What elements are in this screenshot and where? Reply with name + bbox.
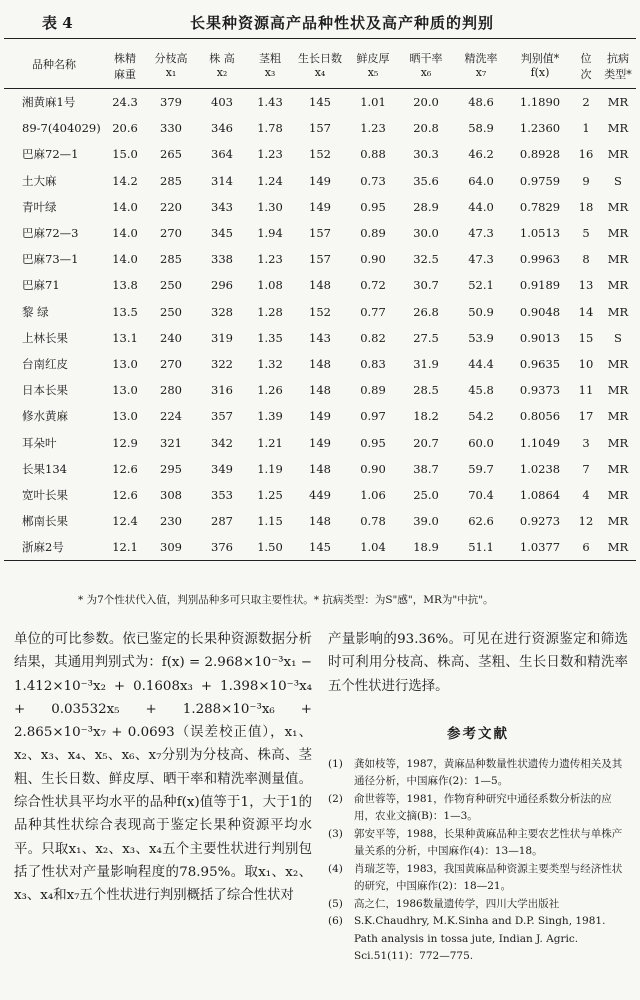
variety-name-cell: 长果134 [22,461,67,476]
table-cell: 157 [309,226,331,241]
table-cell: 1.78 [257,121,283,136]
table-cell: 0.89 [360,226,386,241]
table-cell: 54.2 [468,409,494,424]
table-cell: MR [607,383,629,398]
header-cell: 生长日数 [298,52,342,65]
table-row [4,377,636,403]
variety-name-cell: 浙麻2号 [4,534,104,561]
table-cell: 0.90 [360,461,386,476]
table-cell: MR [600,534,636,561]
table-cell: 60.0 [468,435,494,450]
table-cell: 148 [309,356,331,371]
table-cell: MR [607,95,629,110]
table-cell: 46.2 [468,147,494,162]
header-cell: x₆ [398,66,454,89]
table-cell: 13.0 [112,383,138,398]
body-paragraph: 产量影响的93.36%。可见在进行资源鉴定和筛选时可利用分枝高、株高、茎粗、生长日数和精洗率五个性状进行选择。 [328,632,628,694]
table-cell: 70.4 [468,487,494,502]
reference-item [328,913,628,966]
header-cell: 品种名称 [4,40,104,89]
table-cell: 0.82 [360,330,386,345]
table-cell: 14.0 [112,252,138,267]
table-cell: 1.0513 [519,226,561,241]
variety-name-cell: 耳朵叶 [22,435,57,450]
table-cell: 287 [211,514,233,529]
header-cell: 判别值* [520,52,560,65]
table-cell: 220 [160,199,182,214]
variety-name-cell: 上林长果 [22,330,68,345]
table-row [4,168,636,194]
table-cell: 285 [160,173,182,188]
table-cell: 1.19 [257,461,283,476]
table-cell: 0.88 [360,147,386,162]
table-cell: 309 [146,534,196,561]
table-cell: 1.0377 [508,534,572,561]
table-cell: 0.9273 [519,514,561,529]
table-cell: 9 [582,173,590,188]
table-cell: 48.6 [468,95,494,110]
table-cell: 1.04 [348,534,398,561]
table-cell: 58.9 [468,121,494,136]
table-cell: 157 [309,252,331,267]
table-cell: 13.8 [112,278,138,293]
table-cell: 1.25 [257,487,283,502]
table-cell: 30.7 [413,278,439,293]
header-cell: 分枝高 [154,52,188,65]
table-cell: 357 [211,409,233,424]
table-cell: 308 [160,487,182,502]
table-cell: 265 [160,147,182,162]
table-row [4,325,636,351]
variety-name-cell: 土大麻 [22,173,57,188]
table-cell: 47.3 [468,252,494,267]
reference-number: (3) [328,827,343,840]
variety-name-cell: 巴麻72—1 [22,147,79,162]
table-cell: 345 [211,226,233,241]
table-cell: 1.94 [257,226,283,241]
table-cell: 1.32 [257,356,283,371]
table-cell: 45.8 [468,383,494,398]
header-cell: x₇ [454,66,508,89]
reference-text: S.K.Chaudhry, M.K.Sinha and D.P. Singh, 1981. Path analysis in tossa jute, Indian J. Agric. Sci.51(11)：772—775. [354,915,606,963]
table-cell: MR [607,147,629,162]
table-cell: 145 [309,95,331,110]
table-cell: 0.9963 [519,252,561,267]
table-cell: 379 [160,95,182,110]
table-cell: 1.21 [257,435,283,450]
table-cell: 285 [160,252,182,267]
table-cell: 1.2360 [519,121,561,136]
table-cell: 1 [582,121,590,136]
table-cell: 12.6 [112,487,138,502]
table-cell: MR [607,226,629,241]
table-caption: 长果种资源高产品种性状及高产种质的判别 [190,14,495,32]
variety-name-cell: 湘黄麻1号 [22,95,76,110]
header-cell: 晒干率 [409,52,443,65]
table-row [4,141,636,167]
reference-item [328,826,628,861]
table-cell: 1.0238 [519,461,561,476]
reference-number: (1) [328,757,343,770]
variety-name-cell: 宽叶长果 [22,487,68,502]
table-cell: 1.26 [257,383,283,398]
table-cell: 148 [309,383,331,398]
table-cell: MR [607,514,629,529]
table-row [4,403,636,429]
table-cell: 2 [582,95,590,110]
table-cell: 338 [211,252,233,267]
table-cell: 3 [582,435,590,450]
table-cell: 16 [578,147,594,162]
table-cell: 353 [211,487,233,502]
table-cell: 0.78 [360,514,386,529]
header-cell: 类型* [600,66,636,89]
table-cell: 0.9635 [519,356,561,371]
variety-name-cell: 台南红皮 [22,356,68,371]
table-cell: 0.9189 [519,278,561,293]
table-cell: 1.39 [257,409,283,424]
table-cell: 6 [572,534,600,561]
table-cell: 31.9 [413,356,439,371]
table-cell: 20.7 [413,435,439,450]
table-cell: 319 [211,330,233,345]
table-cell: 1.23 [257,147,283,162]
table-cell: MR [607,121,629,136]
table-cell: 10 [578,356,594,371]
table-cell: 14 [578,304,594,319]
table-title [0,8,640,36]
table-row [4,299,636,325]
table-top-rule [4,38,636,39]
table-cell: 59.7 [468,461,494,476]
table-cell: 4 [582,487,590,502]
table-cell: 0.8056 [519,409,561,424]
table-cell: 1.0864 [519,487,561,502]
references-heading: 参考文献 [447,725,509,742]
table-cell: MR [607,278,629,293]
table-cell: 28.5 [413,383,439,398]
variety-name-cell: 修水黄麻 [22,409,68,424]
table-cell: 316 [211,383,233,398]
table-cell: 13 [578,278,594,293]
table-cell: 240 [160,330,182,345]
table-footnote: * 为7个性状代入值，判别品种多可只取主要性状。* 抗病类型：为S"感"，MR为"中抗"。 [78,594,494,606]
reference-text: 龚如枝等，1987，黄麻品种数量性状遗传力遗传相关及其通径分析，中国麻作(2)：1—5。 [354,757,623,788]
table-cell: 13.5 [112,304,138,319]
table-cell: 44.0 [468,199,494,214]
table-row [4,272,636,298]
variety-name-cell: 青叶绿 [22,199,57,214]
table-row [4,351,636,377]
header-cell: x₅ [348,66,398,89]
table-cell: 47.3 [468,226,494,241]
header-cell: f(x) [508,66,572,89]
table-cell: 7 [582,461,590,476]
header-cell: 次 [572,66,600,89]
table-cell: 296 [211,278,233,293]
reference-item [328,861,628,896]
header-cell: 麻重 [104,66,146,89]
reference-text: 郭安平等，1988，长果种黄麻品种主要农艺性状与单株产量关系的分析，中国麻作(4)：13—18。 [354,827,623,858]
header-cell: 鲜皮厚 [356,52,390,65]
table-cell: 18.2 [413,409,439,424]
table-cell: 44.4 [468,356,494,371]
table-cell: 13.1 [112,330,138,345]
table-cell: 17 [578,409,594,424]
table-cell: 0.8928 [519,147,561,162]
table-cell: 35.6 [413,173,439,188]
variety-name-cell: 巴麻73—1 [22,252,79,267]
header-cell: x₄ [292,66,348,89]
table-cell: MR [607,461,629,476]
table-cell: 13.0 [112,409,138,424]
table-cell: 1.35 [257,330,283,345]
header-cell: 茎粗 [259,52,281,65]
header-cell: x₃ [248,66,292,89]
table-cell: 62.6 [468,514,494,529]
table-cell: 1.15 [257,514,283,529]
table-cell: MR [607,356,629,371]
table-cell: 1.28 [257,304,283,319]
table-cell: 376 [196,534,248,561]
reference-item [328,791,628,826]
table-cell: 1.23 [360,121,386,136]
table-cell: 28.9 [413,199,439,214]
reference-text: 俞世蓉等，1981，作物育种研究中通径系数分析法的应用，农业文摘(B)：1—3。 [354,792,612,823]
reference-text: 高之仁，1986数量遗传学，四川大学出版社 [354,897,560,910]
table-cell: 343 [211,199,233,214]
table-cell: 449 [309,487,331,502]
table-cell: 342 [211,435,233,450]
table-cell: 349 [211,461,233,476]
table-cell: 148 [309,514,331,529]
table-cell: 143 [309,330,331,345]
table-cell: 149 [309,409,331,424]
table-cell: 14.2 [112,173,138,188]
reference-item [328,896,628,914]
data-table [4,40,636,561]
table-cell: 12 [578,514,594,529]
table-cell: 224 [160,409,182,424]
table-cell: 321 [160,435,182,450]
table-cell: 52.1 [468,278,494,293]
table-cell: MR [607,487,629,502]
table-cell: 250 [160,304,182,319]
table-cell: 0.9373 [519,383,561,398]
table-cell: 364 [211,147,233,162]
table-cell: 24.3 [112,95,138,110]
table-row [4,246,636,272]
table-cell: 12.9 [112,435,138,450]
table-cell: 38.7 [413,461,439,476]
table-cell: 328 [211,304,233,319]
table-cell: 18.9 [398,534,454,561]
table-cell: 14.0 [112,226,138,241]
table-cell: 322 [211,356,233,371]
table-row [4,508,636,534]
table-row [4,115,636,141]
table-cell: 1.43 [257,95,283,110]
table-cell: MR [607,252,629,267]
table-cell: 1.08 [257,278,283,293]
table-cell: 64.0 [468,173,494,188]
right-column [328,628,628,966]
table-row [4,534,636,561]
table-cell: S [614,330,622,345]
table-row [4,482,636,508]
table-cell: MR [607,435,629,450]
table-cell: 270 [160,226,182,241]
table-cell: 157 [309,121,331,136]
table-cell: 149 [309,435,331,450]
table-cell: 20.6 [112,121,138,136]
table-cell: 250 [160,278,182,293]
table-cell: 51.1 [454,534,508,561]
table-cell: 152 [309,304,331,319]
table-cell: 0.83 [360,356,386,371]
table-row [4,456,636,482]
table-cell: 270 [160,356,182,371]
variety-name-cell: 巴麻72—3 [22,226,79,241]
table-cell: 8 [582,252,590,267]
table-cell: 149 [309,173,331,188]
table-cell: 1.30 [257,199,283,214]
variety-name-cell: 89-7(404029) [22,121,101,136]
table-cell: 32.5 [413,252,439,267]
reference-item [328,756,628,791]
table-cell: 1.24 [257,173,283,188]
left-column [14,628,312,908]
table-cell: 53.9 [468,330,494,345]
table-cell: 14.0 [112,199,138,214]
table-cell: MR [607,409,629,424]
reference-number: (6) [328,915,343,928]
table-cell: 0.97 [360,409,386,424]
table-row [4,429,636,455]
table-row [4,194,636,220]
header-cell: 抗病 [607,52,629,65]
table-cell: 145 [292,534,348,561]
table-cell: 0.95 [360,435,386,450]
table-row [4,220,636,246]
header-cell: x₂ [196,66,248,89]
table-cell: 26.8 [413,304,439,319]
table-cell: 148 [309,278,331,293]
header-cell: 位 [580,52,592,65]
table-cell: 0.95 [360,199,386,214]
table-cell: 20.0 [413,95,439,110]
table-cell: MR [607,199,629,214]
table-cell: 30.0 [413,226,439,241]
header-cell: 精洗率 [464,52,498,65]
reference-text: 肖瑞芝等，1983，我国黄麻品种资源主要类型与经济性状的研究，中国麻作(2)：18—21。 [354,862,623,893]
table-cell: 0.9048 [519,304,561,319]
table-cell: 20.8 [413,121,439,136]
table-cell: 18 [578,199,594,214]
table-cell: 148 [309,461,331,476]
header-cell: 株 高 [209,52,235,65]
table-cell: 0.90 [360,252,386,267]
table-cell: 149 [309,199,331,214]
table-cell: 330 [160,121,182,136]
table-cell: 1.23 [257,252,283,267]
table-row [4,89,636,116]
table-cell: 15 [578,330,594,345]
table-cell: 0.89 [360,383,386,398]
table-cell: 314 [211,173,233,188]
table-cell: 11 [578,383,594,398]
table-cell: 280 [160,383,182,398]
variety-name-cell: 巴麻71 [22,278,60,293]
table-cell: 25.0 [413,487,439,502]
table-cell: 5 [582,226,590,241]
table-cell: 1.50 [248,534,292,561]
table-cell: 1.1049 [519,435,561,450]
references-list [328,756,628,966]
table-cell: 39.0 [413,514,439,529]
table-cell: 0.73 [360,173,386,188]
variety-name-cell: 黎 绿 [22,304,49,319]
body-paragraph: 单位的可比参数。依已鉴定的长果种资源数据分析结果，其通用判别式为：f(x) = 2.968×10⁻³x₁ − 1.412×10⁻³x₂ + 0.1608x₃ + 1.398×10⁻³x₄ + 0.03532x₅ + 1.288×10⁻³x₆ + 2.865×10⁻³x₇ + 0.0693（误差校正值），x₁、x₂、x₃、x₄、x₅、x₆、x₇分别为分枝高、株高、茎粗、生长日数、鲜皮厚、晒干率和精洗率测量值。综合性状具平均水平的品种f(x)值等于1，大于1的品种其性状综合表现高于鉴定长果种资源平均水平。只取x₁、x₂、x₃、x₄五个主要性状进行判别包括了性状对产量影响程度的78.95%。取x₁、x₂、x₃、x₄和x₇五个性状进行判别概括了综合性状对 [14,632,312,904]
table-cell: 12.6 [112,461,138,476]
table-cell: 152 [309,147,331,162]
table-cell: 0.9759 [519,173,561,188]
table-cell: 13.0 [112,356,138,371]
table-label: 表 4 [42,14,73,32]
variety-name-cell: 日本长果 [22,383,68,398]
table-cell: 27.5 [413,330,439,345]
table-body [4,89,636,561]
table-cell: 1.1890 [519,95,561,110]
table-cell: 0.7829 [519,199,561,214]
reference-number: (2) [328,792,343,805]
table-cell: 12.4 [112,514,138,529]
table-cell: 30.3 [413,147,439,162]
table-cell: 12.1 [104,534,146,561]
table-cell: 0.77 [360,304,386,319]
variety-name-cell: 郴南长果 [22,514,68,529]
table-cell: 50.9 [468,304,494,319]
table-cell: MR [607,304,629,319]
header-cell: x₁ [146,66,196,89]
table-cell: 295 [160,461,182,476]
table-cell: 230 [160,514,182,529]
table-cell: 15.0 [112,147,138,162]
table-cell: S [614,173,622,188]
table-cell: 346 [211,121,233,136]
table-cell: 1.06 [360,487,386,502]
table-cell: 403 [211,95,233,110]
table-cell: 0.9013 [519,330,561,345]
reference-number: (4) [328,862,343,875]
table-cell: 0.72 [360,278,386,293]
header-cell: 株精 [114,52,136,65]
reference-number: (5) [328,897,343,910]
table-cell: 1.01 [360,95,386,110]
